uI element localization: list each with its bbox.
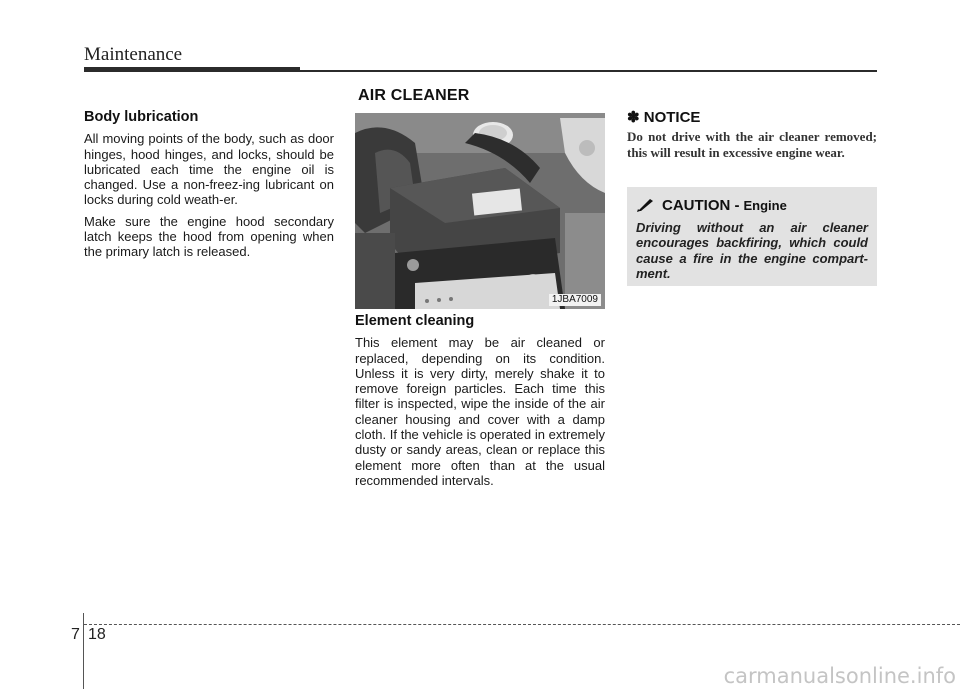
caution-text: Driving without an air cleaner encourages backfiring, which could cause a fire in the engine compart-ment. <box>636 220 868 281</box>
caution-pencil-icon <box>636 199 656 213</box>
element-cleaning-paragraph: This element may be air cleaned or replaced, depending on its condition. Unless it is very dirty, merely shake it to remove foreign particles. Each time this filter is inspected, wipe the inside of the air cleaner housing and cover with a damp cloth. If the vehicle is operated in extremely dusty or sandy areas, clean or replace this element more often than at the usual recommended intervals. <box>355 335 605 488</box>
engine-bay-photo <box>355 113 605 309</box>
header-rule-thick <box>84 67 300 72</box>
caution-sublabel: Engine <box>743 198 787 213</box>
notice-title: ✽ NOTICE <box>627 109 701 126</box>
engine-bay-illustration <box>355 113 605 309</box>
notice-text: Do not drive with the air cleaner removed; this will result in excessive engine wear. <box>627 129 877 160</box>
caution-label: CAUTION - <box>662 197 740 214</box>
notice-section <box>627 110 877 160</box>
caution-heading <box>636 197 787 214</box>
body-lubrication-paragraph-2: Make sure the engine hood secondary latch keeps the hood from opening when the primary latch is released. <box>84 213 334 260</box>
footer-rule <box>84 624 960 625</box>
element-cleaning-section <box>355 314 605 494</box>
section-title: AIR CLEANER <box>358 87 470 104</box>
body-lubrication-section <box>84 110 334 266</box>
page-chapter: 7 <box>71 626 80 643</box>
page-number: 18 <box>88 626 106 643</box>
header-title: Maintenance <box>84 44 183 65</box>
header-rule-thin <box>300 70 877 72</box>
body-lubrication-paragraph-1: All moving points of the body, such as door hinges, hood hinges, and locks, should be lubricated each time the engine oil is changed. Use a non-freez-ing lubricant on locks during cold weath-er. <box>84 131 334 208</box>
footer-divider <box>83 613 84 689</box>
photo-code-label: 1JBA7009 <box>549 294 601 306</box>
element-cleaning-heading: Element cleaning <box>355 313 475 329</box>
caution-box <box>627 187 877 286</box>
body-lubrication-heading: Body lubrication <box>84 109 199 125</box>
watermark-text: carmanualsonline.info <box>723 664 956 688</box>
